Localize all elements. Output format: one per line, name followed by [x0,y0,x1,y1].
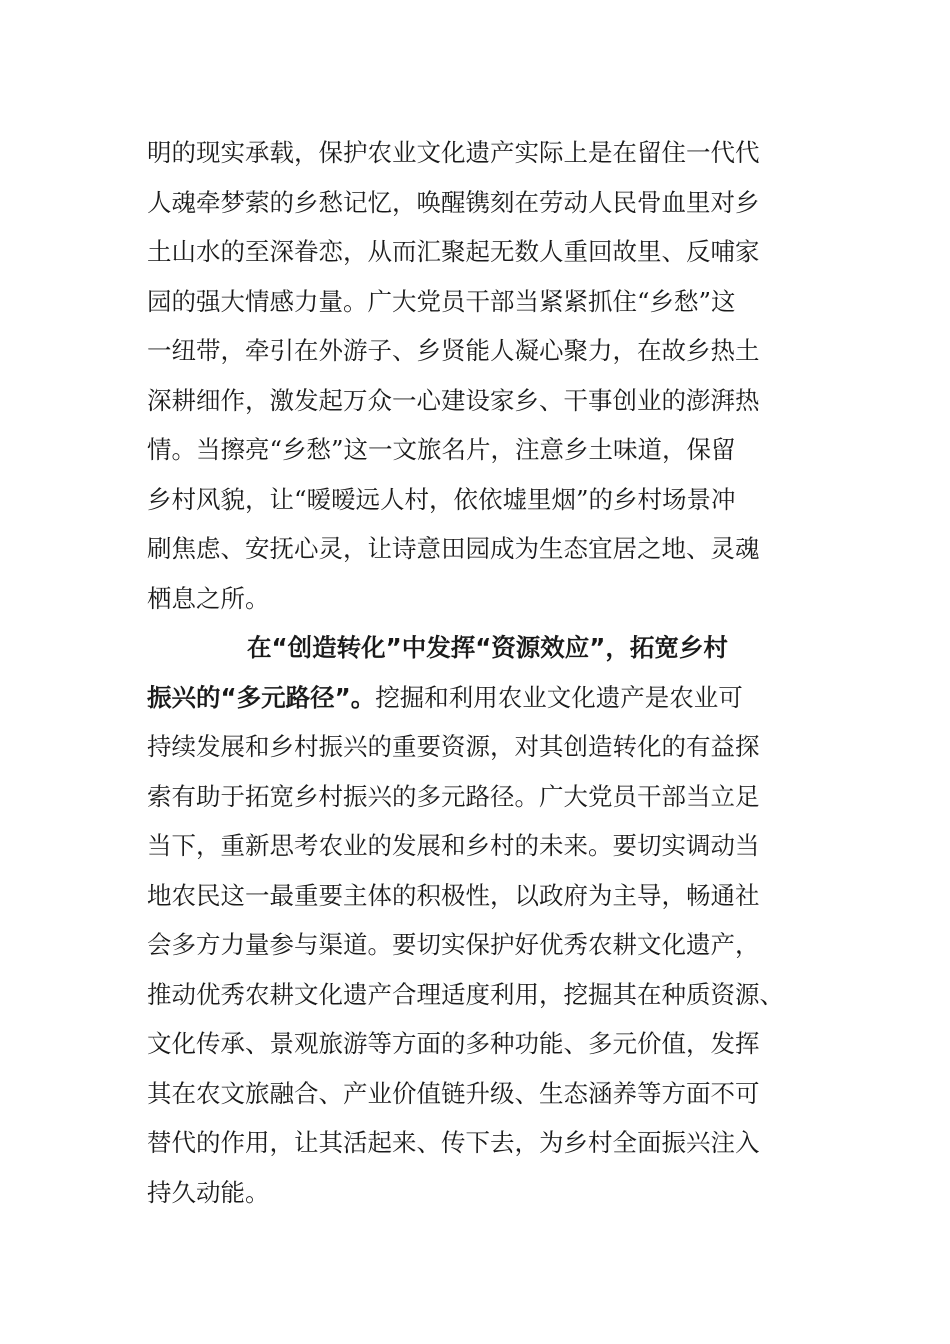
paragraph-line: 土山水的至深眷恋，从而汇聚起无数人重回故里、反哺家 [147,237,760,266]
paragraph-line: 地农民这一最重要主体的积极性，以政府为主导，畅通社 [147,880,760,910]
paragraph-line: 文化传承、景观旅游等方面的多种功能、多元价值，发挥 [147,1029,760,1058]
section-heading: 在“创造转化”中发挥“资源效应”，拓宽乡村 [247,633,728,662]
paragraph-line: 推动优秀农耕文化遗产合理适度利用，挖掘其在种质资源、 [147,979,784,1009]
paragraph-line: 当下，重新思考农业的发展和乡村的未来。要切实调动当 [147,831,760,860]
paragraph-text: 挖掘和利用农业文化遗产是农业可 [375,682,743,712]
paragraph-line: 明的现实承载，保护农业文化遗产实际上是在留住一代代 [147,138,760,167]
paragraph-line: 持久动能。 [147,1177,270,1207]
paragraph-line: 乡村风貌，让“暧暧远人村，依依墟里烟”的乡村场景冲 [147,484,736,514]
paragraph-line [147,673,817,723]
paragraph-line: 其在农文旅融合、产业价值链升级、生态涵养等方面不可 [147,1078,760,1108]
paragraph-line: 刷焦虑、安抚心灵，让诗意田园成为生态宜居之地、灵魂 [147,534,760,563]
section-heading-continued: 振兴的“多元路径”。 [147,682,376,712]
paragraph-2 [147,623,817,1217]
paragraph-line: 会多方力量参与渠道。要切实保护好优秀农耕文化遗产， [147,930,760,959]
paragraph-line: 替代的作用，让其活起来、传下去，为乡村全面振兴注入 [147,1128,760,1157]
paragraph-line: 栖息之所。 [147,583,270,613]
paragraph-line: 一纽带，牵引在外游子、乡贤能人凝心聚力，在故乡热土 [147,336,760,365]
paragraph-line: 园的强大情感力量。广大党员干部当紧紧抓住“乡愁”这 [147,286,736,316]
document-body [147,128,817,1217]
paragraph-line: 持续发展和乡村振兴的重要资源，对其创造转化的有益探 [147,732,760,761]
paragraph-1 [147,128,817,623]
paragraph-line: 深耕细作，激发起万众一心建设家乡、干事创业的澎湃热 [147,385,760,415]
paragraph-line: 人魂牵梦萦的乡愁记忆，唤醒镌刻在劳动人民骨血里对乡 [147,187,760,217]
paragraph-line: 索有助于拓宽乡村振兴的多元路径。广大党员干部当立足 [147,781,760,811]
paragraph-line: 情。当擦亮“乡愁”这一文旅名片，注意乡土味道，保留 [147,435,736,464]
